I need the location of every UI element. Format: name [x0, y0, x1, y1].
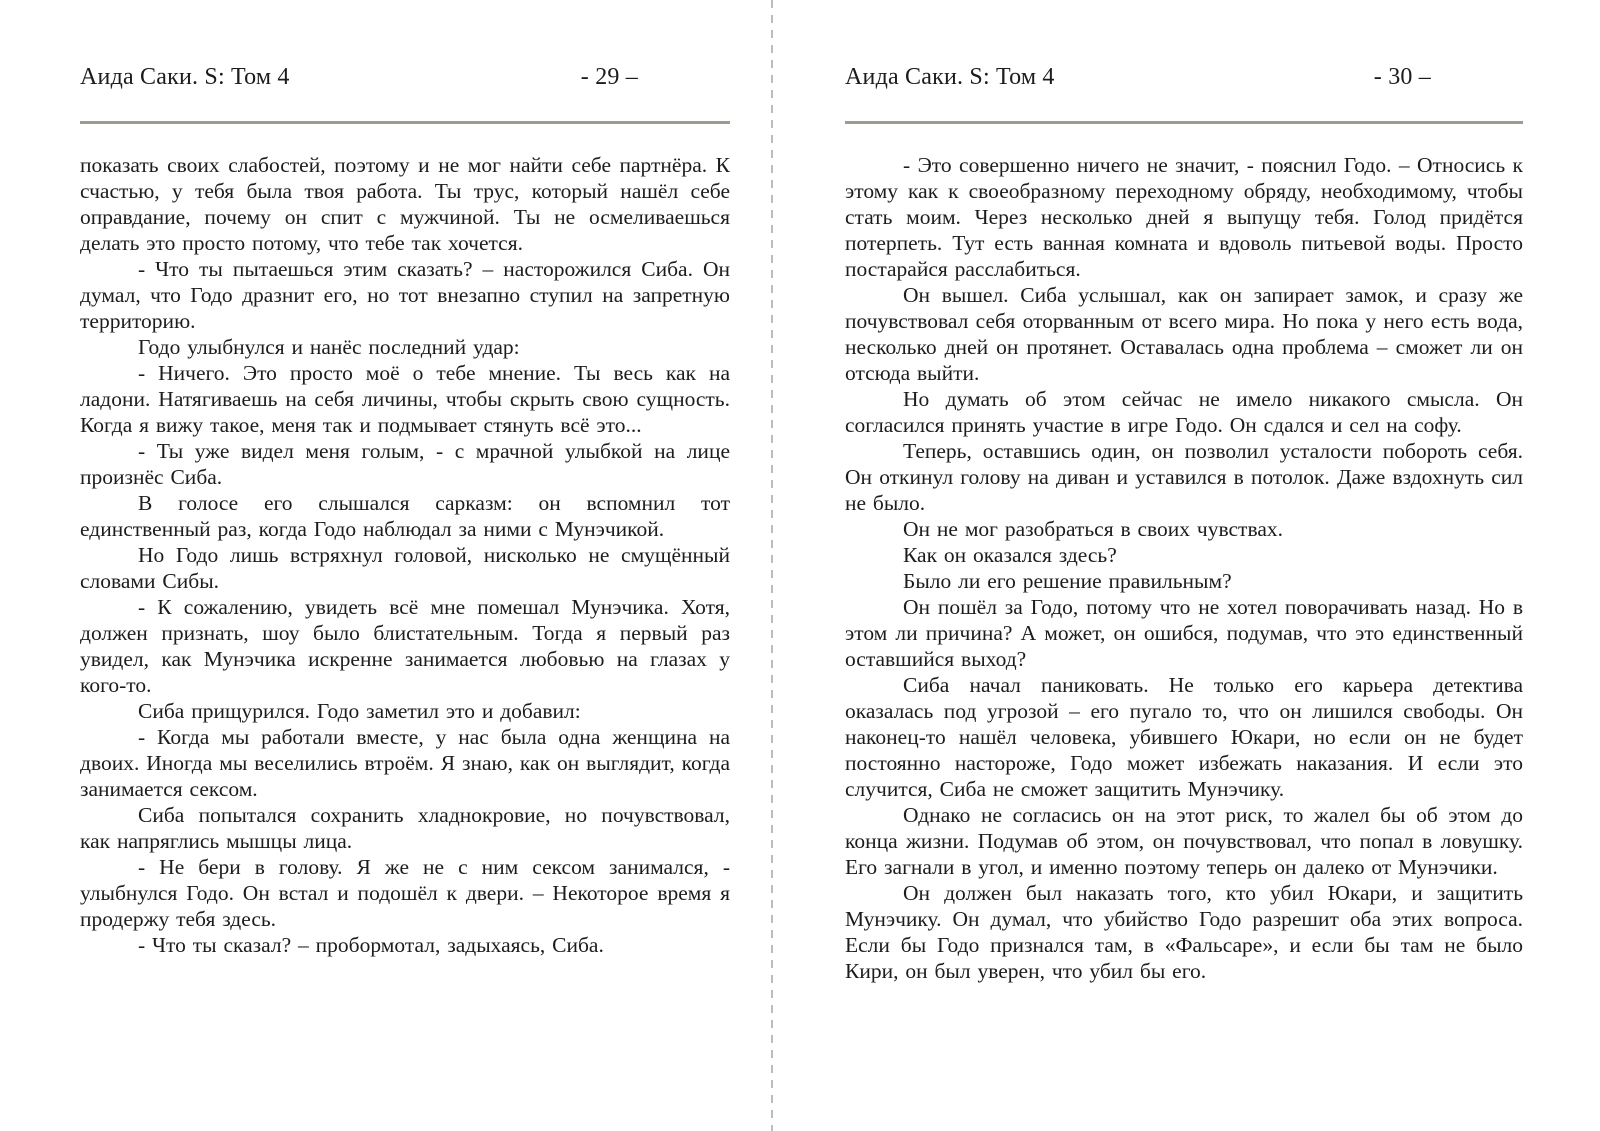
page-divider-dashed-line: [771, 0, 773, 1131]
paragraph: Но думать об этом сейчас не имело никакого смысла. Он согласился принять участие в игре Годо. Он сдался и сел на софу.: [845, 387, 1523, 437]
paragraph: Он вышел. Сиба услышал, как он запирает замок, и сразу же почувствовал себя оторванным от всего мира. Но пока у него есть вода, несколько дней он протянет. Оставалась одна проблема – сможет ли он отсюда выйти.: [845, 283, 1523, 385]
page-number: - 29 –: [580, 64, 638, 90]
header-rule: [80, 121, 730, 124]
paragraph: показать своих слабостей, поэтому и не мог найти себе партнёра. К счастью, у тебя была твоя работа. Ты трус, который нашёл себе оправдание, почему он спит с мужчиной. Ты не осмеливаешься делать это просто потому, что тебе так хочется.: [80, 153, 730, 255]
paragraph: - Это совершенно ничего не значит, - пояснил Годо. – Относись к этому как к своеобразному переходному обряду, необходимому, чтобы стать моим. Через несколько дней я выпущу тебя. Голод придётся потерпеть. Тут есть ванная комната и вдоволь питьевой воды. Просто постарайся расслабиться.: [845, 153, 1523, 281]
page-body: [845, 152, 1523, 984]
paragraph: Сиба начал паниковать. Не только его карьера детектива оказалась под угрозой – его пугало то, что он лишился свободы. Он наконец-то нашёл человека, убившего Юкари, но если он не будет постоянно настороже, Годо может избежать наказания. И если это случится, Сиба не сможет защитить Мунэчику.: [845, 673, 1523, 801]
page-left: [80, 0, 730, 958]
page-body: [80, 152, 730, 958]
paragraph: Он пошёл за Годо, потому что не хотел поворачивать назад. Но в этом ли причина? А может, он ошибся, подумав, что это единственный оставшийся выход?: [845, 595, 1523, 671]
running-title: Аида Саки. S: Том 4: [80, 64, 290, 90]
paragraph: - Не бери в голову. Я же не с ним сексом занимался, - улыбнулся Годо. Он встал и подошёл к двери. – Некоторое время я продержу тебя здесь.: [80, 855, 730, 931]
paragraph: Он должен был наказать того, кто убил Юкари, и защитить Мунэчику. Он думал, что убийство Годо разрешит оба этих вопроса. Если бы Годо признался там, в «Фальсаре», и если бы там не было Кири, он был уверен, что убил бы его.: [845, 881, 1523, 983]
paragraph: Было ли его решение правильным?: [903, 569, 1232, 593]
paragraph: В голосе его слышался сарказм: он вспомнил тот единственный раз, когда Годо наблюдал за ними с Мунэчикой.: [80, 491, 730, 541]
paragraph: Он не мог разобраться в своих чувствах.: [903, 517, 1283, 541]
running-title: Аида Саки. S: Том 4: [845, 64, 1055, 90]
paragraph: Сиба попытался сохранить хладнокровие, но почувствовал, как напряглись мышцы лица.: [80, 803, 730, 853]
page-right: [845, 0, 1523, 984]
paragraph: - Ничего. Это просто моё о тебе мнение. Ты весь как на ладони. Натягиваешь на себя личины, чтобы скрыть свою сущность. Когда я вижу такое, меня так и подмывает стянуть всё это...: [80, 361, 730, 437]
paragraph: Но Годо лишь встряхнул головой, нисколько не смущённый словами Сибы.: [80, 543, 730, 593]
page-number: - 30 –: [1373, 64, 1431, 90]
paragraph: Сиба прищурился. Годо заметил это и добавил:: [138, 699, 581, 723]
paragraph: Однако не согласись он на этот риск, то жалел бы об этом до конца жизни. Подумав об этом, он почувствовал, что попал в ловушку. Его загнали в угол, и именно поэтому теперь он далеко от Мунэчики.: [845, 803, 1523, 879]
paragraph: - Что ты сказал? – пробормотал, задыхаясь, Сиба.: [138, 933, 604, 957]
paragraph: - К сожалению, увидеть всё мне помешал Мунэчика. Хотя, должен признать, шоу было блистательным. Тогда я первый раз увидел, как Мунэчика искренне занимается любовью на глазах у кого-то.: [80, 595, 730, 697]
paragraph: - Когда мы работали вместе, у нас была одна женщина на двоих. Иногда мы веселились втроём. Я знаю, как он выглядит, когда занимается сексом.: [80, 725, 730, 801]
paragraph: - Что ты пытаешься этим сказать? – насторожился Сиба. Он думал, что Годо дразнит его, но тот внезапно ступил на запретную территорию.: [80, 257, 730, 333]
page-header: [80, 64, 730, 91]
paragraph: - Ты уже видел меня голым, - с мрачной улыбкой на лице произнёс Сиба.: [80, 439, 730, 489]
paragraph: Как он оказался здесь?: [903, 543, 1117, 567]
paragraph: Годо улыбнулся и нанёс последний удар:: [138, 335, 520, 359]
header-rule: [845, 121, 1523, 124]
paragraph: Теперь, оставшись один, он позволил усталости побороть себя. Он откинул голову на диван и уставился в потолок. Даже вздохнуть сил не было.: [845, 439, 1523, 515]
page-header: [845, 64, 1523, 91]
